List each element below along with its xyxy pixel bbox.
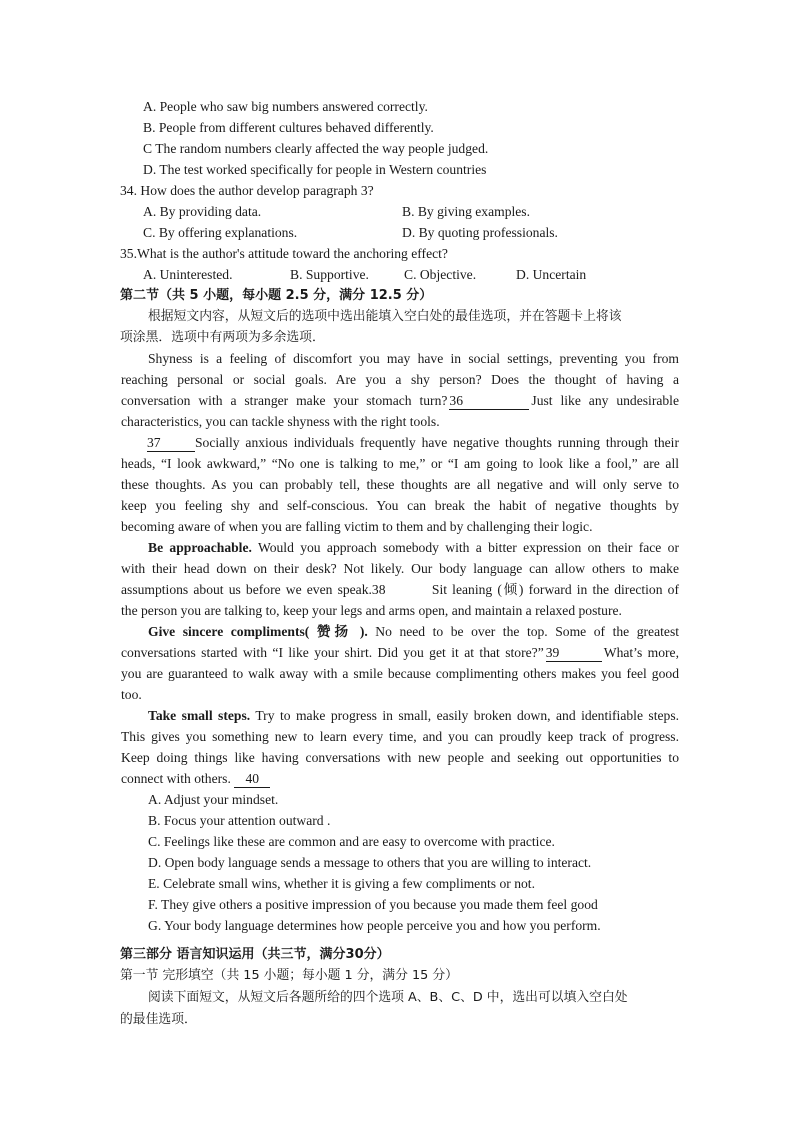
passage-p2-line3: these thoughts. As you can probably tell, these thoughts are all negative and will only serve to: [121, 477, 679, 492]
q33-option-b: B. People from different cultures behaved differently.: [143, 120, 434, 135]
passage-p2-line4: keep you feeling shy and self-conscious. You can break the habit of negative thoughts by: [121, 498, 679, 513]
blank-37: 37: [147, 435, 195, 452]
q34-option-a: A. By providing data.: [143, 204, 262, 219]
passage-p1-line1: Shyness is a feeling of discomfort you may have in social settings, preventing you from: [148, 351, 679, 366]
q34-stem: 34. How does the author develop paragraph 3?: [120, 183, 374, 198]
passage-p2-line2: heads, “I look awkward,” “No one is talking to me,” or “I am going to look like a fool,” are all: [121, 456, 679, 471]
passage-p5-line4: [121, 769, 270, 789]
passage-p3-line3-text-b: Sit leaning (倾) forward in the direction of: [431, 582, 679, 597]
q33-option-d: D. The test worked specifically for people in Western countries: [143, 162, 487, 177]
passage-p2-line1-text: Socially anxious individuals frequently have negative thoughts running through their: [195, 435, 679, 450]
option-c: C. Feelings like these are common and are easy to overcome with practice.: [148, 834, 555, 849]
part3-subheading: 第一节 完形填空（共 15 小题；每小题 1 分，满分 15 分）: [120, 968, 458, 983]
blank-38: 38: [371, 582, 386, 597]
passage-p2-line5: becoming aware of when you are falling victim to them and by challenging their logic.: [121, 519, 593, 534]
passage-p3-line4: the person you are talking to, keep your legs and arms open, and maintain a relaxed posture.: [121, 603, 622, 618]
option-d: D. Open body language sends a message to others that you are willing to interact.: [148, 855, 592, 870]
passage-p4-line4: too.: [121, 687, 142, 702]
passage-p2-line1: [121, 433, 679, 453]
passage-p3-bold-lead: Be approachable.: [148, 540, 252, 555]
option-e: E. Celebrate small wins, whether it is giving a few compliments or not.: [148, 876, 535, 891]
passage-p3-line2: with their head down on their desk? Not likely. Our body language can allow others to make: [121, 561, 679, 576]
passage-p3-line1-text: Would you approach somebody with a bitter expression on their face or: [257, 540, 679, 555]
section2-instruction-line2: 项涂黑．选项中有两项为多余选项．: [120, 330, 325, 345]
passage-p5-line4-text: connect with others.: [121, 771, 231, 786]
section2-instruction-line1: 根据短文内容，从短文后的选项中选出能填入空白处的最佳选项，并在答题卡上将该: [148, 309, 622, 324]
q35-option-c: C. Objective.: [404, 267, 477, 282]
passage-p4-line3: you are guaranteed to walk away with a smile because complimenting others makes you feel good: [121, 666, 679, 681]
passage-p4-line2: [121, 643, 679, 663]
section2-heading: 第二节（共 5 小题，每小题 2.5 分，满分 12.5 分）: [120, 288, 433, 303]
blank-36: 36: [449, 393, 529, 410]
q33-option-c: C The random numbers clearly affected the way people judged.: [143, 141, 489, 156]
q33-option-a: A. People who saw big numbers answered correctly.: [143, 99, 428, 114]
part3-instruction-line2: 的最佳选项．: [120, 1012, 197, 1027]
passage-p4-line2-text-b: What’s more,: [603, 645, 679, 660]
passage-p4-line2-text-a: conversations started with “I like your shirt. Did you get it at that store?”: [121, 645, 544, 660]
q34-option-d: D. By quoting professionals.: [402, 225, 558, 240]
passage-p3-line3-text-a: assumptions about us before we even speak.: [121, 582, 372, 597]
passage-p1-line3-text-b: Just like any undesirable: [531, 393, 679, 408]
option-a: A. Adjust your mindset.: [148, 792, 279, 807]
passage-p5-line3: Keep doing things like having conversations with new people and seeking out opportunities to: [121, 750, 679, 765]
passage-p4-line1-text: No need to be over the top. Some of the greatest: [375, 624, 680, 639]
part3-heading: 第三部分 语言知识运用（共三节，满分30分）: [120, 947, 390, 962]
blank-39: 39: [546, 645, 602, 662]
q35-option-b: B. Supportive.: [290, 267, 369, 282]
passage-p3-line3: [121, 580, 679, 600]
passage-p5-bold-lead: Take small steps.: [148, 708, 251, 723]
passage-p3-line1: [148, 538, 679, 558]
passage-p5-line1-text: Try to make progress in small, easily broken down, and identifiable steps.: [255, 708, 680, 723]
q35-option-a: A. Uninterested.: [143, 267, 233, 282]
passage-p1-line2: reaching personal or social goals. Are you a shy person? Does the thought of having a: [121, 372, 679, 387]
passage-p5-line2: This gives you something new to learn every time, and you can proudly keep track of progress.: [121, 729, 679, 744]
passage-p1-line3-text-a: conversation with a stranger make your stomach turn?: [121, 393, 448, 408]
option-b: B. Focus your attention outward .: [148, 813, 331, 828]
q35-stem: 35.What is the author's attitude toward the anchoring effect?: [120, 246, 448, 261]
part3-instruction-line1: 阅读下面短文，从短文后各题所给的四个选项 A、B、C、D 中，选出可以填入空白处: [148, 990, 628, 1005]
passage-p4-bold-lead: Give sincere compliments( 赞扬 ).: [148, 624, 368, 639]
blank-40: 40: [234, 771, 270, 788]
option-f: F. They give others a positive impression of you because you made them feel good: [148, 897, 598, 912]
passage-p4-line1: [148, 622, 679, 642]
passage-p5-line1: [148, 706, 679, 726]
q34-option-c: C. By offering explanations.: [143, 225, 298, 240]
passage-p1-line4: characteristics, you can tackle shyness with the right tools.: [121, 414, 440, 429]
q35-option-d: D. Uncertain: [516, 267, 587, 282]
passage-p1-line3: [121, 391, 679, 411]
q34-option-b: B. By giving examples.: [402, 204, 530, 219]
option-g: G. Your body language determines how people perceive you and how you perform.: [148, 918, 601, 933]
